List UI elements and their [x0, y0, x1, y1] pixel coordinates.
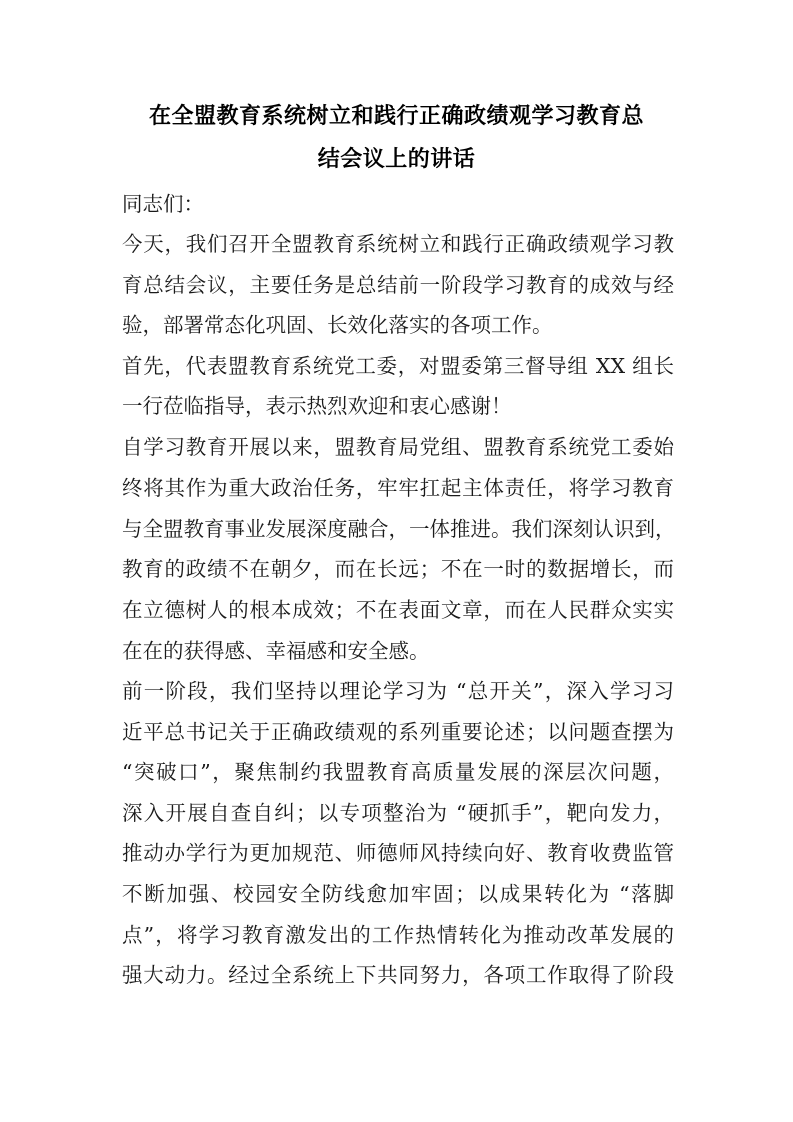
body-line: 今天，我们召开全盟教育系统树立和践行正确政绩观学习教 — [122, 232, 674, 256]
body-line: 推动办学行为更加规范、师德师风持续向好、教育收费监管 — [122, 841, 674, 865]
body-line: 点”，将学习教育激发出的工作热情转化为推动改革发展的 — [122, 923, 674, 947]
body-line: 深入开展自查自纠；以专项整治为 “硬抓手”，靶向发力， — [122, 801, 674, 825]
body-line: 强大动力。经过全系统上下共同努力，各项工作取得了阶段 — [122, 963, 674, 987]
body-line: 终将其作为重大政治任务，牢牢扛起主体责任，将学习教育 — [122, 476, 674, 500]
body-line: 自学习教育开展以来，盟教育局党组、盟教育系统党工委始 — [122, 435, 674, 459]
body-line: 不断加强、校园安全防线愈加牢固；以成果转化为 “落脚 — [122, 882, 674, 906]
body-line: 在在的获得感、幸福感和安全感。 — [122, 639, 430, 663]
document-title-line-1: 在全盟教育系统树立和践行正确政绩观学习教育总 — [148, 104, 644, 129]
body-line: 育总结会议，主要任务是总结前一阶段学习教育的成效与经 — [122, 273, 674, 297]
body-line: 教育的政绩不在朝夕，而在长远；不在一时的数据增长，而 — [122, 557, 674, 581]
body-line: 前一阶段，我们坚持以理论学习为 “总开关”，深入学习习 — [122, 679, 674, 703]
body-line: 在立德树人的根本成效；不在表面文章，而在人民群众实实 — [122, 598, 674, 622]
salutation: 同志们： — [122, 192, 204, 216]
body-line: 一行莅临指导，表示热烈欢迎和衷心感谢！ — [122, 394, 512, 418]
body-line: 与全盟教育事业发展深度融合，一体推进。我们深刻认识到， — [122, 517, 676, 541]
body-line: 近平总书记关于正确政绩观的系列重要论述；以问题查摆为 — [122, 720, 674, 744]
body-line: 验，部署常态化巩固、长效化落实的各项工作。 — [122, 313, 553, 337]
body-line: “突破口”，聚焦制约我盟教育高质量发展的深层次问题， — [122, 760, 674, 784]
body-line: 首先，代表盟教育系统党工委，对盟委第三督导组 XX 组长 — [122, 354, 674, 378]
document-title-line-2: 结会议上的讲话 — [317, 147, 476, 172]
